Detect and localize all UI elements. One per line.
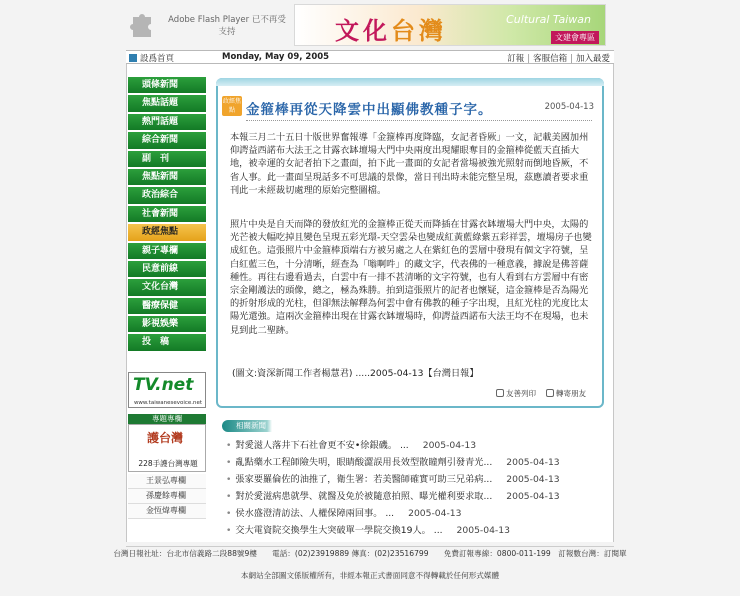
taiwanese-voice-banner[interactable]: [128, 372, 206, 408]
related-news-date: 2005-04-13: [506, 474, 560, 485]
add-favorite-link[interactable]: 加入最愛: [575, 54, 610, 64]
menu-item-12[interactable]: 文化台灣: [128, 279, 206, 297]
columnist-link-1[interactable]: 王景弘專欄: [128, 474, 206, 489]
menu-item-15[interactable]: 投 稿: [128, 334, 206, 352]
subscribe-link[interactable]: 訂報: [507, 54, 525, 64]
set-homepage-link[interactable]: [129, 52, 174, 64]
flash-notice-line2: 支持: [218, 27, 236, 37]
bullet-icon: •: [226, 457, 232, 468]
menu-item-9[interactable]: 政經焦點: [128, 224, 206, 242]
special-text: 228手護台灣專題: [138, 459, 198, 468]
menu-item-11[interactable]: 民意前線: [128, 261, 206, 279]
article-panel: [216, 78, 604, 408]
special-logo: 護台灣: [147, 431, 184, 445]
special-column-banner[interactable]: [128, 424, 206, 472]
related-news-item[interactable]: [226, 489, 606, 506]
set-homepage-label: 設爲首頁: [140, 54, 175, 64]
forward-label: 轉寄朋友: [556, 389, 586, 398]
footer-divider: [126, 546, 614, 547]
menu-item-5[interactable]: 副 刊: [128, 151, 206, 169]
printer-icon: [496, 389, 504, 397]
related-news-title: 相關新聞: [222, 420, 272, 432]
bullet-icon: •: [226, 508, 232, 519]
page: [113, 0, 627, 596]
cultural-taiwan-banner[interactable]: [294, 4, 606, 46]
bullet-icon: •: [226, 440, 232, 451]
print-friendly-label: 友善列印: [506, 389, 536, 398]
menu-item-14[interactable]: 影視娛樂: [128, 316, 206, 334]
related-news-item[interactable]: [226, 523, 606, 540]
vnet-url: www.taiwanesevoice.net: [133, 400, 203, 406]
flash-plugin-notice[interactable]: [126, 6, 294, 44]
columnist-link-2[interactable]: 孫慶餘專欄: [128, 489, 206, 504]
banner-tag: 文建會專區: [551, 31, 599, 44]
related-news-date: 2005-04-13: [506, 457, 560, 468]
top-links: [507, 52, 610, 64]
separator: |: [527, 54, 531, 64]
article-date: 2005-04-13: [544, 102, 594, 112]
menu-item-3[interactable]: 熱門話題: [128, 114, 206, 132]
current-date: Monday, May 09, 2005: [222, 52, 330, 62]
mail-icon: [546, 389, 554, 397]
menu-item-8[interactable]: 社會新聞: [128, 206, 206, 224]
article-panel-header: [216, 78, 604, 86]
related-news-text: 張家要羅倫佐的油推了，衛生署：若美醫師確實可助三兄弟病...: [235, 474, 493, 485]
menu-item-10[interactable]: 親子專欄: [128, 243, 206, 261]
menu-item-6[interactable]: 焦點新聞: [128, 169, 206, 187]
vnet-logo: TV.net: [133, 375, 194, 395]
footer-contact: 台灣日報社址：台北市信義路二段88號9樓 電話：(02)23919889 傳真：(02)23516799 免費訂報專線：0800-011-199 訂報數台灣：訂閱單: [113, 549, 627, 558]
related-news-date: 2005-04-13: [422, 440, 477, 451]
banner-title: [335, 11, 447, 46]
bullet-icon: •: [226, 525, 232, 536]
special-column-title: 專題專欄: [128, 414, 206, 424]
bullet-icon: •: [226, 491, 232, 502]
related-news-text: 亂點藥水工程師險失明，眼睛酸澀誤用長效型散瞳劑引發青光...: [235, 457, 493, 468]
related-news-text: 對愛滋人落井下石社會更不安•徐銀磯。 ...: [235, 440, 409, 451]
customer-mail-link[interactable]: 客服信箱: [533, 54, 568, 64]
flash-notice-line1: Adobe Flash Player 已不再受: [168, 15, 286, 25]
menu-item-7[interactable]: 政治綜合: [128, 187, 206, 205]
article-paragraph-1: 本報三月二十五日十版世界奮報導「金箍棒再度降臨，女記者昏厥」一文，記載美國加州仰諤益西諾布大法王之甘露衣缽壇場大門中央兩度出現耀眼奪目的金箍棒從藍天直插大地，被幸運的女記者拍下之畫面，拍下此一畫面的女記者當場被強光照射而倒地昏厥，不省人事。此一畫面呈現話多不可思議的景像，當日刊出時未能完整呈現，茲應讀者要求重刊此一未經裁切處理的原始完整圖檔。: [230, 132, 589, 196]
article-byline: (圖文:資深新聞工作者楊慧君) .....2005-04-13【台灣日報】: [232, 368, 479, 379]
title-divider: [246, 120, 592, 121]
menu-item-4[interactable]: 綜合新聞: [128, 132, 206, 150]
related-news-date: 2005-04-13: [456, 525, 510, 536]
menu-item-13[interactable]: 醫療保健: [128, 298, 206, 316]
menu-item-2[interactable]: 焦點話題: [128, 95, 206, 113]
related-news-date: 2005-04-13: [506, 491, 560, 502]
banner-title-en: Cultural Taiwan: [506, 13, 591, 26]
category-tag: 政經焦點: [222, 98, 241, 114]
top-bar: [126, 50, 614, 64]
banner-title-b: 台灣: [391, 16, 447, 45]
related-news-item[interactable]: [226, 438, 606, 455]
related-news-text: 對於愛滋病患就學、就醫及免於被隨意拍照、曝光權利要求取...: [235, 491, 493, 502]
home-square-icon: [129, 54, 137, 62]
forward-to-friend-button[interactable]: [546, 388, 586, 399]
related-news-list: [226, 438, 606, 540]
bullet-icon: •: [226, 474, 232, 485]
related-news-date: 2005-04-13: [408, 508, 462, 519]
related-news-item[interactable]: [226, 455, 606, 472]
columnist-links: [128, 474, 206, 519]
left-menu: [128, 77, 206, 353]
print-friendly-button[interactable]: [496, 388, 536, 399]
related-news-item[interactable]: [226, 472, 606, 489]
columnist-link-3[interactable]: 金恆煒專欄: [128, 504, 206, 519]
footer-copyright: 本網站全部圖文係版權所有，非經本報正式書面同意不得轉載於任何形式媒體: [240, 571, 500, 580]
banner-title-a: 文化: [335, 16, 391, 45]
puzzle-plugin-icon: [129, 9, 155, 39]
related-news-text: 侯水盛澄清訪法、人權保障兩回事。 ...: [235, 508, 395, 519]
article-paragraph-2: 照片中央是自天而降的發放紅光的金箍棒正從天而降插在甘露衣缽壇場大門中央，太陽的光芒被大幅吃掉且變色呈現五彩光環-天空雲朵也變成紅黃藍綠紫五彩祥雲，壇場房子也變成紅色。這張照片中金箍棒頂端右方被另處之人在紫紅色的雲層中發現有個文字符號，呈白紅藍三色，十分清晰，經查為「嗡啊吽」的藏文字，代表佛的一種意義，據說是佛菩薩種性。再往右邊看過去，白雲中有一排不甚清晰的文字符號，也有人看到右方雲層中有密宗金剛護法的頭像，總之，極為殊勝。拍到這張照片的記者也懷疑，這金箍棒是否為陽光的折射形成的光柱，但卻無法解釋為何雲中會有佛教的種子字出現，且紅光柱的光度比太陽光還強。這兩次金箍棒出現在甘露衣缽壇場時，仰諤益西諾布大法王均不在現場，也未見到此二聖跡。: [230, 219, 592, 336]
menu-item-1[interactable]: 頭條新聞: [128, 77, 206, 95]
related-news-text: 交大電資院交換學生大突破單一學院交換19人。 ...: [235, 525, 443, 536]
related-news-item[interactable]: [226, 506, 606, 523]
separator: |: [570, 54, 573, 64]
article-title: 金箍棒再從天降雲中出顯佛教種子字。: [246, 102, 493, 118]
